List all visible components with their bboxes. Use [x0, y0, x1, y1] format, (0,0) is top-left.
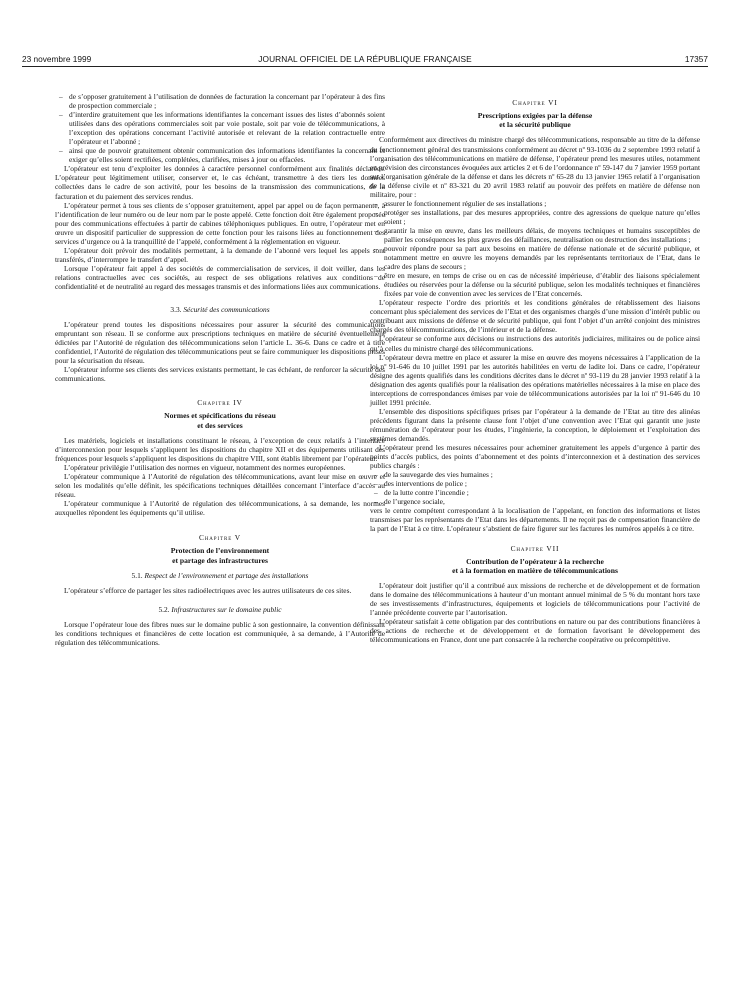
list-item: – de la lutte contre l’incendie ;: [370, 488, 700, 497]
list-item: – garantir la mise en œuvre, dans les meilleurs délais, de moyens techniques et humains susceptibles de pallier les conséquences les plus graves des défaillances, neutralisation ou destruction des installations ;: [370, 226, 700, 244]
right-bullet-list-defense: [370, 199, 700, 299]
section-number: 5.1.: [131, 570, 143, 580]
header-date: 23 novembre 1999: [22, 54, 92, 64]
section-title: Respect de l’environnement et partage des installations: [144, 570, 309, 580]
chapter-title-vi: [370, 111, 700, 129]
section-number: 3.3.: [170, 305, 182, 315]
section-heading-5-2: [55, 605, 385, 614]
chapter-heading-vii: Chapitre VII: [510, 543, 560, 553]
chapter-title-line: et la sécurité publique: [499, 120, 571, 130]
chapter-title-line: et des services: [197, 420, 243, 430]
left-column: [55, 92, 385, 647]
chapter-heading-vi: Chapitre VI: [512, 98, 558, 107]
list-item: – d’interdire gratuitement que les informations identifiantes la concernant issues des listes d’abonnés soient utilisées dans des opérations commerciales soit par voie postale, soit par voie de télécommunications, à l’exception des opérations concernant l’activité autorisée et relevant de la relation contractuelle entre l’opérateur et l’abonné ;: [55, 110, 385, 146]
chapter-title-line: Protection de l’environnement: [170, 546, 270, 556]
chapter-heading-iv: Chapitre IV: [197, 398, 243, 408]
paragraph: Lorsque l’opérateur loue des fibres nues sur le domaine public à son gestionnaire, la convention définissant les conditions techniques et financières de cette location est communiquée, à sa demande, à l’Autorité de régulation des télécommunications.: [55, 619, 385, 647]
section-title: Infrastructures sur le domaine public: [171, 604, 282, 614]
section-heading-5-1: [55, 571, 385, 580]
chapter-title-iv: [55, 411, 385, 429]
chapter-title-vii: [370, 557, 700, 575]
paragraph: L’opérateur est tenu d’exploiter les données à caractère personnel conformément aux finalités déclarées. L’opérateur peut légitimement utiliser, conserver et, le cas échéant, transmettre à des tiers les données collectées dans le cadre de son activité, pour les besoins de la transmission des communications, de la facturation et du paiement des services rendus.: [55, 164, 385, 201]
chapter-title-line: et partage des infrastructures: [172, 555, 268, 565]
chapter-heading-v: Chapitre V: [198, 533, 242, 543]
right-bullet-list-emergency: [370, 470, 700, 506]
paragraph: vers le centre compétent correspondant à la localisation de l’appelant, en fonction des informations et listes transmises par les représentants de l’Etat dans les départements. Il ne reçoit pas de compensation financière de la part de l’Etat à ce titre. L’opérateur s’abstient de faire figurer sur les factures les numéros appelés à ce titre.: [370, 506, 700, 534]
list-item: – pouvoir répondre pour sa part aux besoins en matière de défense nationale et de sécurité publique, et notamment mettre en œuvre les moyens demandés par les représentants territoriaux de l’Etat, dans le cadre des plans de secours ;: [370, 244, 700, 271]
list-item: – protéger ses installations, par des mesures appropriées, contre des agressions de quelque nature qu’elles soient ;: [370, 208, 700, 226]
paragraph: L’opérateur prend les mesures nécessaires pour acheminer gratuitement les appels d’urgence à partir des points d’accès publics, des points d’abonnement et des points d’interconnexion et à destination des services publics chargés :: [370, 443, 700, 471]
section-number: 5.2.: [158, 604, 170, 614]
list-item: – assurer le fonctionnement régulier de ses installations ;: [370, 199, 700, 208]
paragraph: Les matériels, logiciels et installations constituant le réseau, à l’exception de ceux relatifs à l’interface d’interconnexion pour lesquels s’appliquent les dispositions du chapitre XII et des équipements utilisant des fréquences pour lesquels s’appliquent les dispositions du chapitre VIII, sont établis librement par l’opérateur.: [55, 435, 385, 463]
section-heading-3-3: [55, 305, 385, 314]
section-title: Sécurité des communications: [183, 305, 270, 315]
list-item: – de la sauvegarde des vies humaines ;: [370, 470, 700, 479]
paragraph: Lorsque l’opérateur fait appel à des sociétés de commercialisation de services, il doit veiller, dans les relations contractuelles avec ces sociétés, au respect de ses obligations relatives aux conditions de confidentialité et de neutralité au regard des messages transmis et des informations liées aux communications.: [55, 263, 385, 291]
paragraph: L’opérateur se conforme aux décisions ou instructions des autorités judiciaires, militaires ou de police ainsi qu’à celles du ministre chargé des télécommunications.: [370, 334, 700, 353]
paragraph: L’opérateur prend toutes les dispositions nécessaires pour assurer la sécurité des communications empruntant son réseau. Il se conforme aux prescriptions techniques en matière de sécurité éventuellement édictées par l’Autorité de régulation des télécommunications selon l’article L. 36-6. Dans ce cadre et à titre confidentiel, l’Autorité de régulation des télécommunications peut se faire communiquer les dispositions prises pour la sécurisation du réseau.: [55, 320, 385, 366]
paragraph: Conformément aux directives du ministre chargé des télécommunications, responsable au titre de la défense du fonctionnement général des transmissions conformément au décret nº 93-1036 du 2 septembre 1993 relatif à l’organisation des télécommunications en matière de défense, l’opérateur prend les mesures utiles, notamment en prévision des circonstances évoquées aux articles 2 et 6 de l’ordonnance nº 59-147 du 7 janvier 1959 portant sur l’organisation générale de la défense et dans les décrets nº 65-28 du 13 janvier 1965 relatif à l’organisation de la défense civile et nº 83-321 du 20 avril 1983 relatif au pouvoir des préfets en matière de défense non militaire, pour :: [370, 135, 700, 199]
paragraph: L’opérateur doit prévoir des modalités permettant, à la demande de l’abonné vers lequel les appels sont transférés, d’interrompre le transfert d’appel.: [55, 245, 385, 264]
paragraph: L’opérateur doit justifier qu’il a contribué aux missions de recherche et de développement et de formation dans le domaine des télécommunications à hauteur d’un montant annuel minimal de 5 % du montant hors taxe de ses investissements d’infrastructures, équipements et logiciels de télécommunications pour l’activité de l’année précédente couverte par l’autorisation.: [370, 580, 700, 618]
header-page-number: 17357: [684, 54, 708, 64]
list-item: – ainsi que de pouvoir gratuitement obtenir communication des informations identifiantes la concernant et exiger qu’elles soient rectifiées, complétées, clarifiées, mises à jour ou effacées.: [55, 146, 385, 164]
paragraph: L’opérateur privilégie l’utilisation des normes en vigueur, notamment des normes européennes.: [64, 463, 346, 472]
chapter-title-line: Prescriptions exigées par la défense: [477, 111, 593, 121]
list-item: – être en mesure, en temps de crise ou en cas de nécessité impérieuse, d’établir des liaisons spécialement étudiées ou réservées pour la défense ou la sécurité publique, selon les modalités techniques et financières fixées par voie de convention avec les services de l’Etat concernés.: [370, 271, 700, 298]
header-journal-title: JOURNAL OFFICIEL DE LA RÉPUBLIQUE FRANÇAISE: [258, 54, 472, 64]
paragraph: L’opérateur permet à tous ses clients de s’opposer gratuitement, appel par appel ou de façon permanente, à l’identification de leur numéro ou de leur nom par le poste appelé. Cette fonction doit être également proposée pour des communications effectuées à partir de cabines téléphoniques publiques. En outre, l’opérateur met en œuvre un dispositif particulier de suppression de cette fonction pour les raisons liées au fonctionnement des services d’urgence ou à la tranquillité de l’appelé, conformément à la réglementation en vigueur.: [55, 200, 385, 246]
paragraph: L’opérateur communique à l’Autorité de régulation des télécommunications, avant leur mise en œuvre et selon les modalités qu’elle définit, les spécifications techniques détaillées concernant l’interface d’accès au réseau.: [55, 472, 385, 500]
list-item: – des interventions de police ;: [370, 479, 700, 488]
right-column: [370, 92, 700, 644]
chapter-title-line: Normes et spécifications du réseau: [164, 411, 276, 421]
chapter-title-v: [55, 546, 385, 564]
list-item: – de l’urgence sociale,: [370, 497, 700, 506]
header-rule: [22, 66, 708, 67]
paragraph: L’opérateur devra mettre en place et assurer la mise en œuvre des moyens nécessaires à l’application de la loi nº 91-646 du 10 juillet 1991 par les autorités habilitées en vertu de ladite loi. Dans ce cadre, l’opérateur désigne des agents qualifiés dans les conditions décrites dans le décret nº 93-119 du 28 janvier 1993 relatif à la désignation des agents qualifiés pour la réalisation des opérations matérielles nécessaires à la mise en place des interceptions de correspondances émises par voie de télécommunications autorisées par la loi nº 91-646 du 10 juillet 1991 précitée.: [370, 352, 700, 407]
list-item: – de s’opposer gratuitement à l’utilisation de données de facturation la concernant par l’opérateur à des fins de prospection commerciale ;: [55, 92, 385, 110]
paragraph: L’opérateur communique à l’Autorité de régulation des télécommunications, à sa demande, les normes auxquelles répondent les équipements qu’il utilise.: [55, 499, 385, 518]
paragraph: L’opérateur informe ses clients des services existants permettant, le cas échéant, de renforcer la sécurité des communications.: [55, 365, 385, 384]
chapter-title-line: Contribution de l’opérateur à la recherche: [466, 556, 604, 566]
chapter-title-line: et à la formation en matière de télécommunications: [452, 565, 618, 575]
paragraph: L’opérateur respecte l’ordre des priorités et les conditions générales de rétablissement des liaisons concernant plus spécialement des services de l’Etat et des organismes chargés d’une mission d’intérêt public ou contribuant aux missions de défense et de sécurité publique, qui font l’objet d’un arrêté conjoint des ministres chargés des télécommunications, de l’intérieur et de la défense.: [370, 298, 700, 335]
left-bullet-list: [55, 92, 385, 164]
paragraph: L’opérateur s’efforce de partager les sites radioélectriques avec les autres utilisateurs de ces sites.: [64, 585, 352, 595]
paragraph: L’opérateur satisfait à cette obligation par des contributions en nature ou par des contributions financières à des actions de recherche et de développement et de formation favorisant le développement des télécommunications en France, dont une part consacrée à la recherche coopérative ou précompétitive.: [370, 617, 700, 645]
page-header: [22, 52, 708, 66]
paragraph: L’ensemble des dispositions spécifiques prises par l’opérateur à la demande de l’Etat au titre des alinéas précédents figurant dans la présente clause font l’objet d’une convention avec l’Etat qui garantit une juste rémunération de l’opérateur pour les études, l’ingénierie, la conception, le déploiement et l’exploitation des systèmes demandés.: [370, 406, 700, 443]
